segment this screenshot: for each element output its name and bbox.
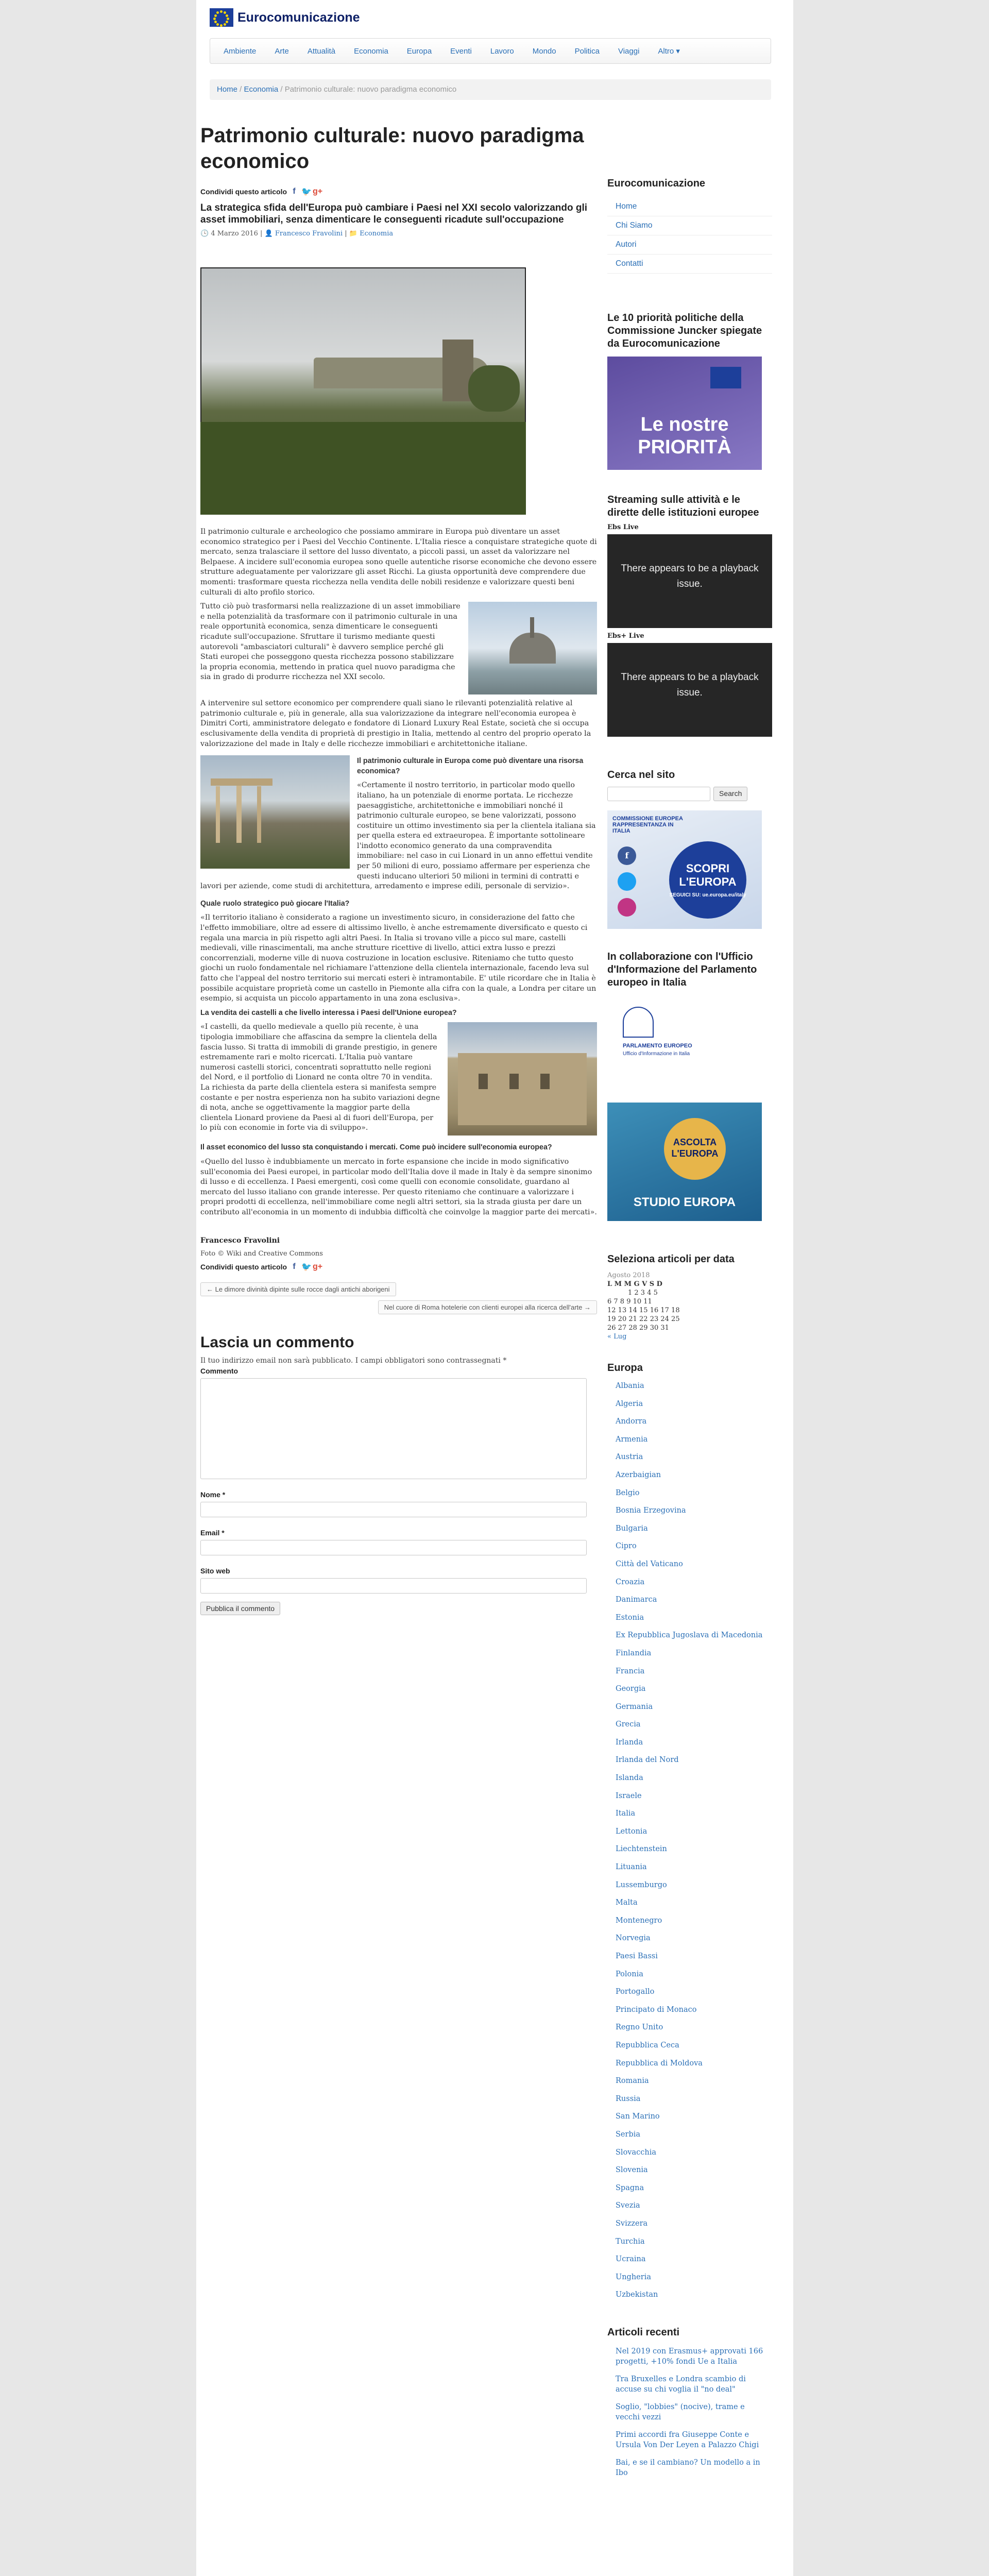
article-body (200, 527, 597, 1218)
country-link[interactable]: Slovacchia (616, 2148, 656, 2157)
parliament-icon (623, 1007, 654, 1038)
nav-arte[interactable]: Arte (275, 46, 289, 56)
interview-answer: «Quello del lusso è indubbiamente un mercato in forte espansione che incide in modo significativo sull'economia dei Paesi europei, in particolar modo dell'Italia dove il made in Italy è da sempre sinonimo di lusso e di eccellenza. I Paesi emergenti, così come quelli con economie consolidate, guardano al mercato del lusso italiano con grande interesse. Per questo riteniamo che continuare a valorizzare i propri prodotti di eccellenza, nell'immobiliare come negli altri settori, sia la strada giusta per dare un contributo all'economia in un momento di indubbia difficoltà che coinvolge la maggior parte dei mercati». (200, 1157, 597, 1216)
instagram-icon (618, 898, 636, 917)
interview-question: La vendita dei castelli a che livello interessa i Paesi dell'Unione europea? (200, 1008, 457, 1017)
recent-post-link[interactable]: Primi accordi fra Giuseppe Conte e Ursula Von Der Leyen a Palazzo Chigi (616, 2430, 759, 2449)
twitter-icon[interactable]: 🐦 (301, 1262, 312, 1272)
nav-lavoro[interactable]: Lavoro (490, 46, 514, 56)
nav-europa[interactable]: Europa (406, 46, 432, 56)
country-link[interactable]: Norvegia (616, 1934, 651, 1943)
previous-post-link[interactable]: ← Le dimore divinità dipinte sulle rocce dagli antichi aborigeni (200, 1282, 396, 1296)
email-label: Email * (200, 1528, 225, 1537)
interview-question: Il patrimonio culturale in Europa come può diventare una risorsa economica? (357, 757, 584, 775)
article (200, 123, 597, 1615)
website-label: Sito web (200, 1566, 230, 1575)
page (196, 0, 793, 2576)
article-photo-mont-saint-michel (468, 602, 597, 694)
article-signature: Francesco Fravolini (200, 1236, 280, 1245)
country-link[interactable]: Paesi Bassi (616, 1952, 658, 1960)
country-link[interactable]: Bosnia Erzegovina (616, 1506, 686, 1515)
scopri-europa-banner[interactable] (607, 810, 762, 929)
banner-text: STUDIO EUROPA (633, 1195, 736, 1209)
country-list (607, 1381, 772, 2308)
sidebar-menu (607, 197, 772, 274)
share-label: Condividi questo articolo (200, 1262, 287, 1271)
google-plus-icon[interactable]: g+ (313, 187, 323, 196)
article-lead: La strategica sfida dell'Europa può cambiare i Paesi nel XXI secolo valorizzando gli asset immobiliari, senza dimenticare le conseguenti ricadute sull'occupazione (200, 202, 588, 225)
country-link[interactable]: Armenia (616, 1435, 648, 1444)
widget-title: Articoli recenti (607, 2326, 680, 2338)
country-link[interactable]: Principato di Monaco (616, 2005, 697, 2014)
comment-note: Il tuo indirizzo email non sarà pubblicato. I campi obbligatori sono contrassegnati * (200, 1356, 507, 1365)
country-link[interactable]: Malta (616, 1899, 638, 1907)
comment-label: Commento (200, 1366, 238, 1375)
country-link[interactable]: Repubblica di Moldova (616, 2059, 703, 2067)
post-navigation (200, 1282, 597, 1296)
article-date: 4 Marzo 2016 (211, 230, 258, 238)
sidebar-item-autori[interactable]: Autori (607, 235, 772, 255)
eu-flag-icon (710, 367, 741, 388)
country-link[interactable]: Lituania (616, 1863, 647, 1872)
calendar-row[interactable]: 26 27 28 29 30 31 (607, 1324, 669, 1332)
country-link[interactable]: Repubblica Ceca (616, 2041, 679, 2049)
article-meta: 🕓 4 Marzo 2016 | 👤 Francesco Fravolini | 📁 Economia (200, 230, 394, 238)
nav-altro-dropdown[interactable]: Altro ▾ (658, 47, 680, 56)
widget-title: Cerca nel sito (607, 769, 675, 781)
name-label: Nome * (200, 1490, 226, 1499)
country-link[interactable]: Finlandia (616, 1649, 652, 1657)
country-link[interactable]: Germania (616, 1702, 653, 1711)
country-link[interactable]: Spagna (616, 2183, 644, 2192)
article-photo-ruins (200, 267, 526, 515)
country-link[interactable]: Danimarca (616, 1596, 657, 1604)
calendar (607, 1271, 772, 1341)
banner-circle: ASCOLTA L'EUROPA (664, 1118, 726, 1180)
calendar-row[interactable]: 19 20 21 22 23 24 25 (607, 1315, 680, 1323)
article-author[interactable]: Francesco Fravolini (275, 230, 343, 238)
user-icon: 👤 (264, 230, 273, 238)
twitter-icon[interactable]: 🐦 (301, 188, 312, 196)
recent-posts (607, 2344, 772, 2483)
paragraph: Il patrimonio culturale e archeologico che possiamo ammirare in Europa può diventare un asset economico strategico per i Paesi del Vecchio Continente. L'Italia riesce a conquistare strategiche quote di mercato, senza tralasciare il settore del lusso diventato, a piccoli passi, un asset da valorizzare nel Belpaese. A incidere sull'economia europea sono quelle autentiche risorse economiche che devono essere strutture adeguatamente per valorizzare gli asset Ricchi. La giusta opportunità deve comprendere due momenti: trasformare questa ricchezza nella vendita delle nobili residenze e valorizzare questi beni culturali di alto profilo storico. (200, 528, 597, 597)
country-link[interactable]: Estonia (616, 1613, 644, 1622)
banner-text: COMMISSIONE EUROPEA RAPPRESENTANZA IN ITALIA (612, 816, 683, 834)
video-label: Ebs+ Live (607, 632, 644, 640)
video-label: Ebs Live (607, 523, 639, 531)
comment-textarea[interactable] (200, 1378, 587, 1479)
widget-title: Streaming sulle attività e le dirette delle istituzioni europee (607, 494, 759, 518)
site-title: Eurocomunicazione (237, 10, 360, 25)
country-link[interactable]: Ucraina (616, 2255, 646, 2264)
country-link[interactable]: Grecia (616, 1720, 641, 1729)
country-link[interactable]: Azerbaigian (616, 1470, 661, 1479)
main-nav (210, 38, 771, 64)
widget-title: Le 10 priorità politiche della Commissione Juncker spiegate da Eurocomunicazione (607, 312, 762, 349)
recent-post-link[interactable]: Bai, e se il cambiano? Un modello a in Ibo (616, 2458, 760, 2477)
country-link[interactable]: Romania (616, 2077, 649, 2086)
country-link[interactable]: Liechtenstein (616, 1845, 667, 1854)
playback-error: There appears to be a playback issue. (621, 672, 759, 698)
article-category[interactable]: Economia (360, 230, 394, 238)
article-photo-castle (448, 1022, 597, 1136)
priorities-banner-text: Le nostre PRIORITÀ (638, 414, 731, 458)
search-input[interactable] (607, 787, 710, 801)
country-link[interactable]: Cipro (616, 1542, 637, 1551)
paragraph: Tutto ciò può trasformarsi nella realizzazione di un asset immobiliare e nella potenzialità da trasformare con il patrimonio culturale in una reale opportunità economica, senza dimenticare le conseguenti ricadute sull'occupazione. Sfruttare il turismo mediante questi autorevoli "ambasciatori culturali" è davvero semplice perché gli Stati europei che posseggono questa ricchezza possono stabilizzare la propria economia, mettendo in pratica quel nuovo paradigma che sia in grado di produrre ricchezza nel XXI secolo. (200, 602, 461, 682)
video-player-ebs[interactable] (607, 534, 772, 628)
search-form (607, 787, 772, 801)
country-link[interactable]: Montenegro (616, 1916, 662, 1925)
recent-post-link[interactable]: Soglio, "lobbies" (nocive), trame e vecchi vezzi (616, 2402, 745, 2421)
studio-europa-banner[interactable] (607, 1103, 762, 1221)
calendar-row[interactable]: 6 7 8 9 10 11 (607, 1298, 652, 1306)
widget-title: Eurocomunicazione (607, 178, 706, 189)
country-link[interactable]: Portogallo (616, 1988, 655, 1996)
parliament-sublabel: Ufficio d'Informazione in Italia (623, 1051, 690, 1057)
clock-icon: 🕓 (200, 230, 209, 238)
priorities-banner[interactable] (607, 357, 762, 470)
interview-answer: «Il territorio italiano è considerato a ragione un investimento sicuro, in considerazione del fatto che l'effetto immobiliare, oltre ad essere di altissimo livello, è anche estremamente diversificato e questo ci regala una marcia in più rispetto agli altri Paesi. In Italia si trovano ville a picco sul mare, castelli medievali, ville rinascimentali, ma anche strutture ricettive di livello, attici extra lusso e prezzi concorrenziali, moderne ville di nuova costruzione in location esclusive. Riteniamo che tutto questo giochi un ruolo fondamentale nel richiamare l'attenzione della clientela internazionale, facendo leva sul fatto che l'appeal del nostro territorio sui mercati esteri è intramontabile. E' utile ricordare che in Italia è possibile acquistare proprietà come un castello in Piemonte alla cifra con la quale, a Londra per citare un esempio, si acquista un piccolo appartamento in una zona esclusiva». (200, 913, 596, 1003)
country-link[interactable]: Austria (616, 1453, 643, 1462)
country-link[interactable]: San Marino (616, 2112, 660, 2121)
country-link[interactable]: Italia (616, 1809, 636, 1818)
calendar-row[interactable]: 1 2 3 4 5 (628, 1289, 658, 1297)
country-link[interactable]: Regno Unito (616, 2023, 663, 2032)
interview-answer: «Certamente il nostro territorio, in particolar modo quello italiano, ha un potenziale di enorme portata. Le ricchezze paesaggistiche, architettoniche e immobiliari nonché il patrimonio culturale europeo, se bene valorizzati, possono costituire un ottimo investimento sia per la clientela italiana sia per quella estera ed extraeuropea. È importante sottolineare l'indotto economico generato da una compravendita immobiliare: nel caso in cui Lionard in un anno effettui vendite per 50 milioni di euro, possiamo affermare per esperienza che questi inducano ulteriori 50 milioni in termini di contratti e lavori per aziende, come studi di architettura, arredamento e imprese edili, personale di servizio». (200, 781, 596, 891)
banner-main: SCOPRI L'EUROPA SEGUICI SU: ue.europa.eu/italy (669, 841, 746, 919)
share-bar (200, 187, 597, 197)
nav-mondo[interactable]: Mondo (532, 46, 556, 56)
playback-error: There appears to be a playback issue. (621, 563, 759, 589)
folder-icon: 📁 (349, 230, 357, 238)
facebook-icon[interactable]: f (293, 1262, 296, 1271)
header (196, 0, 793, 36)
breadcrumb-category[interactable]: Economia (244, 85, 279, 94)
email-field[interactable] (200, 1540, 587, 1555)
submit-comment-button[interactable]: Pubblica il commento (200, 1602, 280, 1615)
country-link[interactable]: Svezia (616, 2201, 640, 2210)
sidebar-item-home[interactable]: Home (607, 197, 772, 216)
widget-title: Seleziona articoli per data (607, 1253, 735, 1265)
country-link[interactable]: Francia (616, 1667, 645, 1675)
breadcrumb-current: Patrimonio culturale: nuovo paradigma economico (284, 85, 457, 94)
eu-flag-icon (210, 8, 233, 27)
country-link[interactable]: Bulgaria (616, 1524, 648, 1533)
website-field[interactable] (200, 1578, 587, 1594)
nav-ambiente[interactable]: Ambiente (224, 46, 257, 56)
widget-title: In collaborazione con l'Ufficio d'Informazione del Parlamento europeo in Italia (607, 951, 757, 988)
interview-question: Il asset economico del lusso sta conquistando i mercati. Come può incidere sull'economia europea? (200, 1143, 552, 1152)
country-link[interactable]: Irlanda del Nord (616, 1756, 679, 1765)
photo-credit: Foto © Wiki and Creative Commons (200, 1249, 323, 1258)
post-navigation-next (200, 1300, 597, 1314)
breadcrumb-separator: / (278, 85, 285, 94)
name-field[interactable] (200, 1502, 587, 1517)
country-link[interactable]: Ex Repubblica Jugoslava di Macedonia (616, 1631, 763, 1640)
country-link[interactable]: Turchia (616, 2237, 645, 2246)
country-link[interactable]: Algeria (616, 1399, 643, 1408)
country-link[interactable]: Serbia (616, 2130, 641, 2139)
country-link[interactable]: Lettonia (616, 1827, 647, 1836)
twitter-icon (618, 872, 636, 891)
parliament-label: PARLAMENTO EUROPEO (623, 1043, 692, 1049)
country-link[interactable]: Albania (616, 1382, 644, 1390)
country-link[interactable]: Belgio (616, 1488, 640, 1497)
country-link[interactable]: Islanda (616, 1774, 643, 1783)
country-link[interactable]: Polonia (616, 1970, 643, 1978)
breadcrumb-separator: / (237, 85, 244, 94)
country-link[interactable]: Georgia (616, 1685, 646, 1693)
next-post-link[interactable]: Nel cuore di Roma hotelerie con clienti europei alla ricerca dell'arte → (378, 1300, 597, 1314)
share-label: Condividi questo articolo (200, 188, 287, 196)
nav-eventi[interactable]: Eventi (450, 46, 472, 56)
share-bar-bottom (200, 1262, 597, 1272)
country-link[interactable]: Uzbekistan (616, 2291, 658, 2299)
country-link[interactable]: Andorra (616, 1417, 647, 1426)
nav-viaggi[interactable]: Viaggi (618, 46, 640, 56)
recent-post-link[interactable]: Nel 2019 con Erasmus+ approvati 166 progetti, +10% fondi Ue a Italia (616, 2347, 763, 2366)
calendar-header: L M M G V S D (607, 1280, 662, 1288)
calendar-prev-link[interactable]: « Lug (607, 1333, 627, 1341)
interview-answer: «I castelli, da quello medievale a quello più recente, è una tipologia immobiliare che affascina da sempre la clientela della fascia lusso. Si tratta di immobili di grande prestigio, in genere estremamente rari e molto ricercati. L'Italia può vantare numerosi castelli storici, concentrati soprattutto nelle regioni del Nord, e il portfolio di Lionard ne conta oltre 70 in vendita. La richiesta da parte della clientela estera si manifesta sempre costante e per nostra esperienza non ha subito variazioni degne di nota, anche se oggettivamente la maggior parte della clientela Lionard proviene da Paesi al di fuori dell'Europa, per lo più con economie in forte via di sviluppo». (200, 1023, 440, 1132)
page-title: Patrimonio culturale: nuovo paradigma economico (200, 124, 584, 173)
comment-heading: Lascia un commento (200, 1333, 354, 1351)
nav-politica[interactable]: Politica (574, 46, 600, 56)
recent-post-link[interactable]: Tra Bruxelles e Londra scambio di accuse su chi voglia il "no deal" (616, 2375, 746, 2394)
google-plus-icon[interactable]: g+ (313, 1262, 323, 1271)
breadcrumb (210, 79, 771, 100)
calendar-row[interactable]: 12 13 14 15 16 17 18 (607, 1307, 680, 1314)
parliament-logo[interactable] (607, 996, 762, 1074)
sidebar-item-contatti[interactable]: Contatti (607, 255, 772, 274)
interview-question: Quale ruolo strategico può giocare l'Italia? (200, 899, 350, 908)
article-photo-temple (200, 755, 350, 869)
sidebar-item-chi-siamo[interactable]: Chi Siamo (607, 216, 772, 235)
nav-attualita[interactable]: Attualità (307, 46, 336, 56)
country-link[interactable]: Croazia (616, 1578, 645, 1586)
video-player-ebs-plus[interactable] (607, 643, 772, 737)
country-link[interactable]: Lussemburgo (616, 1880, 667, 1889)
widget-title: Europa (607, 1362, 643, 1374)
site-logo[interactable] (210, 8, 360, 27)
search-button[interactable]: Search (713, 787, 747, 801)
breadcrumb-home[interactable]: Home (217, 85, 238, 94)
country-link[interactable]: Ungheria (616, 2273, 651, 2281)
facebook-icon: f (618, 846, 636, 865)
facebook-icon[interactable]: f (293, 187, 296, 196)
country-link[interactable]: Svizzera (616, 2219, 648, 2228)
country-link[interactable]: Israele (616, 1791, 642, 1800)
calendar-month: Agosto 2018 (607, 1272, 650, 1279)
country-link[interactable]: Irlanda (616, 1738, 643, 1747)
nav-economia[interactable]: Economia (354, 46, 388, 56)
country-link[interactable]: Slovenia (616, 2166, 648, 2175)
country-link[interactable]: Città del Vaticano (616, 1560, 683, 1568)
country-link[interactable]: Russia (616, 2094, 641, 2103)
paragraph: A intervenire sul settore economico per comprendere quali siano le rilevanti potenzialità relative al patrimonio culturale e, più in generale, alla sua valorizzazione da integrare nell'economia europea è Dimitri Corti, amministratore delegato e fondatore di Lionard Luxury Real Estate, società che si occupa esclusivamente della vendita di proprietà di prestigio in Italia, mettendo al centro del proprio operato la valorizzazione del made in Italy e delle ricchezze immobiliari e architettoniche italiane. (200, 699, 591, 748)
sidebar (607, 177, 772, 2483)
